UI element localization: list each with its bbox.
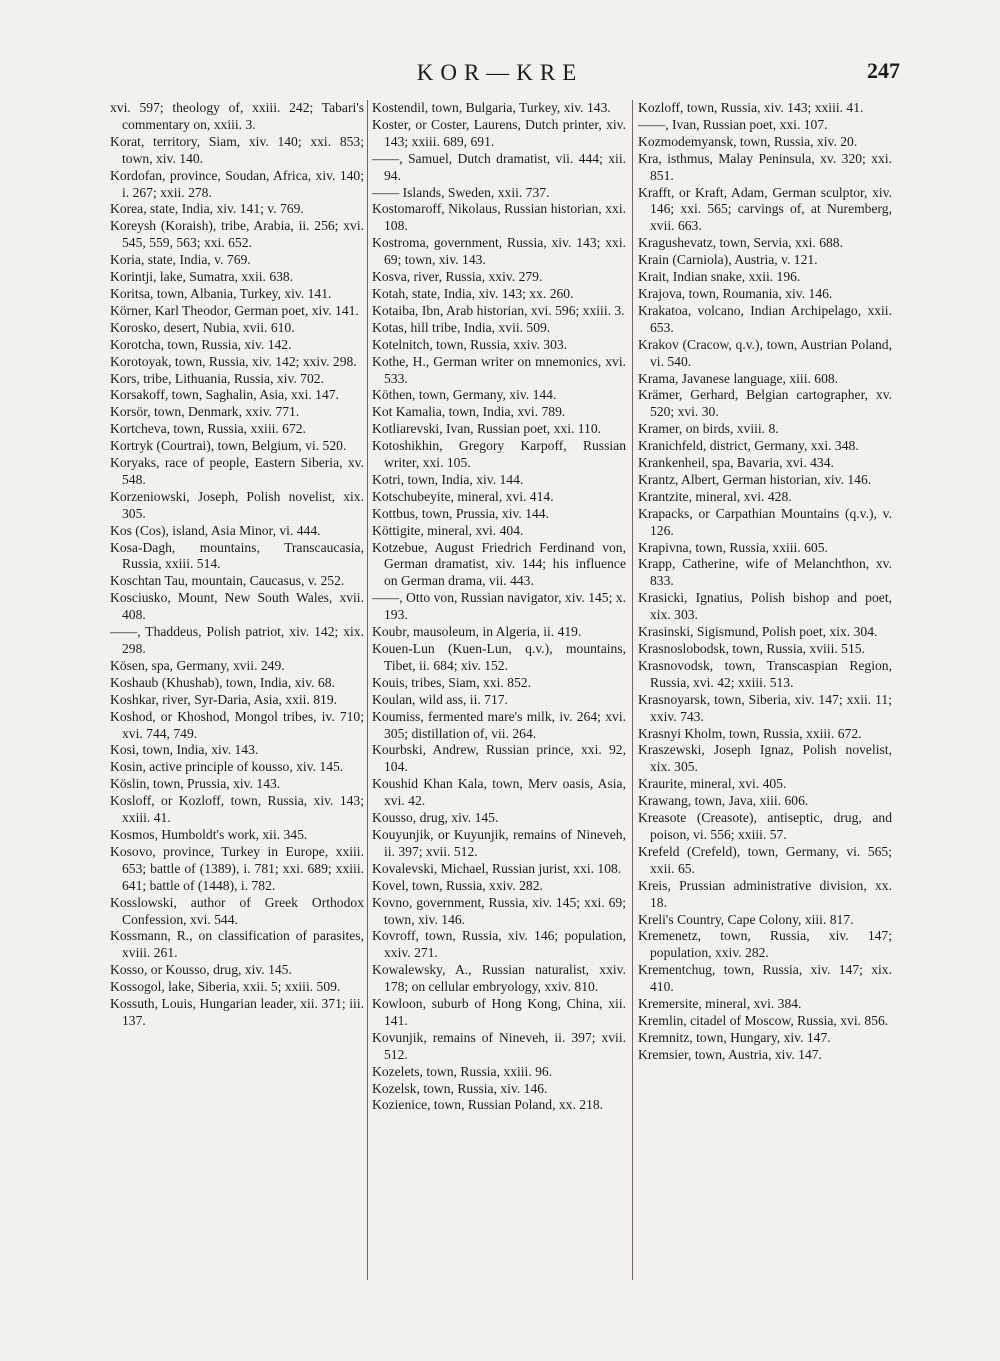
index-entry: Kossogol, lake, Siberia, xxii. 5; xxiii. 509. — [110, 979, 341, 995]
index-entry: Krapp, Catherine, wife of Melanchthon, xv. 833. — [638, 556, 892, 589]
index-entry: Korotoyak, town, Russia, xiv. 142; xxiv. 298. — [110, 353, 357, 369]
index-entry: Kousso, drug, xiv. 145. — [372, 810, 499, 826]
index-entry: Koreysh (Koraish), tribe, Arabia, ii. 256; xvi. 545, 559, 563; xxi. 652. — [110, 218, 364, 251]
index-entry: Kotaiba, Ibn, Arab historian, xvi. 596; xxiii. 3. — [372, 302, 625, 318]
index-entry: Kotzebue, August Friedrich Ferdinand von, German dramatist, xiv. 144; his influence on German drama, vii. 443. — [372, 539, 626, 589]
index-entry: Koshaub (Khushab), town, India, xiv. 68. — [110, 674, 335, 690]
index-entry: Kos (Cos), island, Asia Minor, vi. 444. — [110, 522, 321, 538]
index-entry: Kösen, spa, Germany, xvii. 249. — [110, 657, 285, 673]
index-entry: Korzeniowski, Joseph, Polish novelist, xix. 305. — [110, 488, 364, 521]
index-entry: Kowloon, suburb of Hong Kong, China, xii. 141. — [372, 996, 626, 1028]
index-entry: Kremlin, citadel of Moscow, Russia, xvi. 856. — [638, 1012, 889, 1028]
index-entry: Krasicki, Ignatius, Polish bishop and poet, xix. 303. — [638, 590, 892, 623]
index-entry: Kotelnitch, town, Russia, xxiv. 303. — [372, 336, 568, 352]
index-entry: Köttigite, mineral, xvi. 404. — [372, 522, 524, 538]
index-entry: Koster, or Coster, Laurens, Dutch printer, xiv. 143; xxiii. 689, 691. — [372, 116, 626, 149]
index-entry: Krapivna, town, Russia, xxiii. 605. — [638, 539, 828, 555]
index-column-2 — [372, 100, 626, 1114]
index-entry: Kortcheva, town, Russia, xxiii. 672. — [110, 421, 306, 437]
index-entry: Kosmos, Humboldt's work, xii. 345. — [110, 826, 308, 842]
index-entry: Krasnyi Kholm, town, Russia, xxiii. 672. — [638, 725, 862, 741]
index-entry: Kouen-Lun (Kuen-Lun, q.v.), mountains, Tibet, ii. 684; xiv. 152. — [372, 641, 626, 673]
index-entry: Kovunjik, remains of Nineveh, ii. 397; xvii. 512. — [372, 1029, 626, 1062]
index-entry: Kra, isthmus, Malay Peninsula, xv. 320; xxi. 851. — [638, 150, 892, 183]
index-entry: Kovno, government, Russia, xiv. 145; xxi. 69; town, xiv. 146. — [372, 894, 626, 927]
index-column-1 — [110, 100, 364, 1030]
index-entry: Koshkar, river, Syr-Daria, Asia, xxii. 819. — [110, 691, 338, 707]
index-column-3 — [638, 100, 892, 1064]
index-entry: Kovroff, town, Russia, xiv. 146; population, xxiv. 271. — [372, 928, 626, 961]
index-entry: Kossmann, R., on classification of parasites, xviii. 261. — [110, 928, 364, 961]
index-entry: Koshod, or Khoshod, Mongol tribes, iv. 710; xvi. 744, 749. — [110, 708, 364, 741]
index-entry: Kragushevatz, town, Servia, xxi. 688. — [638, 235, 843, 251]
index-columns — [110, 100, 905, 1300]
index-entry: Kozloff, town, Russia, xiv. 143; xxiii. 41. — [638, 100, 864, 115]
index-entry: Krasinski, Sigismund, Polish poet, xix. 304. — [638, 624, 878, 640]
index-entry: Kremnitz, town, Hungary, xiv. 147. — [638, 1029, 831, 1045]
index-entry: Kozelets, town, Russia, xxiii. 96. — [372, 1063, 553, 1079]
index-entry: Kotas, hill tribe, India, xvii. 509. — [372, 319, 551, 335]
index-entry: Krawang, town, Java, xiii. 606. — [638, 793, 809, 809]
index-entry: Kotschubeyite, mineral, xvi. 414. — [372, 488, 554, 504]
index-entry: Korat, territory, Siam, xiv. 140; xxi. 853; town, xiv. 140. — [110, 133, 364, 166]
header-title: KOR—KRE — [416, 60, 584, 85]
index-entry: Köthen, town, Germany, xiv. 144. — [372, 387, 557, 403]
index-entry: Krasnoslobodsk, town, Russia, xviii. 515. — [638, 641, 865, 656]
index-entry: Kosso, or Kousso, drug, xiv. 145. — [110, 962, 292, 978]
index-entry: Krakatoa, volcano, Indian Archipelago, xxii. 653. — [638, 302, 892, 335]
index-entry: Kothe, H., German writer on mnemonics, xvi. 533. — [372, 353, 626, 386]
index-entry: Körner, Karl Theodor, German poet, xiv. 141. — [110, 302, 359, 318]
index-entry: Kremenetz, town, Russia, xiv. 147; population, xxiv. 282. — [638, 928, 892, 961]
index-entry: Kotliarevski, Ivan, Russian poet, xxi. 110. — [372, 421, 602, 437]
index-entry: Korotcha, town, Russia, xiv. 142. — [110, 336, 292, 352]
index-entry: Kostendil, town, Bulgaria, Turkey, xiv. 143. — [372, 100, 611, 115]
index-entry: ——, Ivan, Russian poet, xxi. 107. — [638, 116, 828, 132]
index-entry: Kreli's Country, Cape Colony, xiii. 817. — [638, 911, 854, 927]
page-number: 247 — [867, 58, 900, 83]
index-entry: Krantz, Albert, German historian, xiv. 146. — [638, 471, 872, 487]
index-entry: —— Islands, Sweden, xxii. 737. — [372, 184, 550, 200]
index-entry: Korsakoff, town, Saghalin, Asia, xxi. 147. — [110, 387, 339, 403]
index-entry: ——, Otto von, Russian navigator, xiv. 145; x. 193. — [372, 590, 626, 623]
index-entry: Kozmodemyansk, town, Russia, xiv. 20. — [638, 133, 858, 149]
column-divider — [632, 100, 633, 1280]
index-entry: Krakov (Cracow, q.v.), town, Austrian Poland, vi. 540. — [638, 336, 892, 369]
index-entry: Krajova, town, Roumania, xiv. 146. — [638, 285, 833, 301]
index-entry: Köslin, town, Prussia, xiv. 143. — [110, 776, 281, 792]
index-entry: Kortryk (Courtrai), town, Belgium, vi. 520. — [110, 438, 347, 454]
index-entry: Krait, Indian snake, xxii. 196. — [638, 269, 801, 285]
index-entry: Koubr, mausoleum, in Algeria, ii. 419. — [372, 624, 582, 640]
index-entry: Koria, state, India, v. 769. — [110, 252, 251, 268]
index-entry: Kozelsk, town, Russia, xiv. 146. — [372, 1080, 548, 1096]
index-entry: Kotri, town, India, xiv. 144. — [372, 471, 524, 487]
running-header — [0, 58, 1000, 94]
index-entry: Koushid Khan Kala, town, Merv oasis, Asia, xvi. 42. — [372, 776, 626, 809]
index-entry: Kouyunjik, or Kuyunjik, remains of Nineveh, ii. 397; xvii. 512. — [372, 826, 626, 859]
index-entry: Krasnovodsk, town, Transcaspian Region, Russia, xvi. 42; xxiii. 513. — [638, 657, 892, 690]
index-entry: Kosva, river, Russia, xxiv. 279. — [372, 269, 543, 285]
index-entry: Kosslowski, author of Greek Orthodox Confession, xvi. 544. — [110, 894, 364, 927]
index-entry: Krasnoyarsk, town, Siberia, xiv. 147; xxii. 11; xxiv. 743. — [638, 691, 892, 724]
index-entry: Krefeld (Crefeld), town, Germany, vi. 565; xxii. 65. — [638, 843, 892, 876]
index-entry: Korosko, desert, Nubia, xvii. 610. — [110, 319, 295, 335]
index-entry: Kraurite, mineral, xvi. 405. — [638, 776, 787, 792]
index-entry: ——, Thaddeus, Polish patriot, xiv. 142; xix. 298. — [110, 624, 364, 656]
index-entry: ——, Samuel, Dutch dramatist, vii. 444; xii. 94. — [372, 150, 626, 183]
index-entry: Koulan, wild ass, ii. 717. — [372, 691, 508, 707]
index-entry: Korsör, town, Denmark, xxiv. 771. — [110, 404, 300, 420]
index-entry: Kors, tribe, Lithuania, Russia, xiv. 702. — [110, 370, 324, 386]
index-entry: Koumiss, fermented mare's milk, iv. 264; xvi. 305; distillation of, vii. 264. — [372, 708, 626, 741]
index-entry: Kosa-Dagh, mountains, Transcaucasia, Russia, xxiii. 514. — [110, 539, 364, 572]
index-entry: Kreasote (Creasote), antiseptic, drug, and poison, vi. 556; xxiii. 57. — [638, 810, 892, 842]
index-entry: Korintji, lake, Sumatra, xxii. 638. — [110, 269, 294, 285]
index-entry: Koschtan Tau, mountain, Caucasus, v. 252. — [110, 573, 345, 589]
index-entry: Krain (Carniola), Austria, v. 121. — [638, 252, 818, 268]
index-entry: Kosovo, province, Turkey in Europe, xxiii. 653; battle of (1389), i. 781; xxi. 689; xxiii. 641; battle of (1448), i. 782. — [110, 843, 364, 893]
index-entry: Krantzite, mineral, xvi. 428. — [638, 488, 792, 504]
index-entry: Kosi, town, India, xiv. 143. — [110, 742, 259, 758]
index-entry: Kotoshikhin, Gregory Karpoff, Russian writer, xxi. 105. — [372, 438, 626, 471]
index-entry: Kouis, tribes, Siam, xxi. 852. — [372, 674, 531, 690]
index-entry: Krama, Javanese language, xiii. 608. — [638, 370, 839, 386]
index-entry: Kremsier, town, Austria, xiv. 147. — [638, 1046, 822, 1062]
index-entry: Kosciusko, Mount, New South Wales, xvii. 408. — [110, 590, 364, 623]
index-entry: xvi. 597; theology of, xxiii. 242; Tabari's commentary on, xxiii. 3. — [110, 100, 364, 132]
index-entry: Koritsa, town, Albania, Turkey, xiv. 141. — [110, 285, 332, 301]
index-entry: Kovel, town, Russia, xxiv. 282. — [372, 877, 543, 893]
index-entry: Kordofan, province, Soudan, Africa, xiv. 140; i. 267; xxii. 278. — [110, 167, 364, 200]
index-entry: Kranichfeld, district, Germany, xxi. 348. — [638, 438, 859, 454]
index-entry: Kosloff, or Kozloff, town, Russia, xiv. 143; xxiii. 41. — [110, 793, 364, 826]
index-entry: Krementchug, town, Russia, xiv. 147; xix. 410. — [638, 962, 892, 995]
index-entry: Koryaks, race of people, Eastern Siberia, xv. 548. — [110, 455, 364, 487]
index-entry: Kotah, state, India, xiv. 143; xx. 260. — [372, 285, 574, 301]
index-entry: Kostroma, government, Russia, xiv. 143; xxi. 69; town, xiv. 143. — [372, 235, 626, 268]
index-entry: Kowalewsky, A., Russian naturalist, xxiv. 178; on cellular embryology, xxiv. 810. — [372, 962, 626, 995]
index-entry: Kraszewski, Joseph Ignaz, Polish novelist, xix. 305. — [638, 742, 892, 775]
index-entry: Kremersite, mineral, xvi. 384. — [638, 996, 802, 1012]
index-entry: Korea, state, India, xiv. 141; v. 769. — [110, 201, 304, 217]
index-entry: Kosin, active principle of kousso, xiv. 145. — [110, 759, 344, 775]
index-entry: Kossuth, Louis, Hungarian leader, xii. 371; iii. 137. — [110, 996, 364, 1028]
index-entry: Krankenheil, spa, Bavaria, xvi. 434. — [638, 455, 834, 471]
index-entry: Kramer, on birds, xviii. 8. — [638, 421, 779, 437]
column-divider — [367, 100, 368, 1280]
index-entry: Kottbus, town, Prussia, xiv. 144. — [372, 505, 549, 521]
index-entry: Krafft, or Kraft, Adam, German sculptor, xiv. 146; xxi. 565; carvings of, at Nuremberg, xvii. 663. — [638, 184, 892, 234]
index-entry: Kostomaroff, Nikolaus, Russian historian, xxi. 108. — [372, 201, 626, 234]
index-entry: Kot Kamalia, town, India, xvi. 789. — [372, 404, 566, 420]
index-entry: Kreis, Prussian administrative division, xx. 18. — [638, 877, 892, 910]
index-entry: Krämer, Gerhard, Belgian cartographer, xv. 520; xvi. 30. — [638, 387, 892, 420]
index-entry: Kozienice, town, Russian Poland, xx. 218. — [372, 1097, 604, 1113]
index-entry: Krapacks, or Carpathian Mountains (q.v.), v. 126. — [638, 505, 892, 538]
index-entry: Kovalevski, Michael, Russian jurist, xxi. 108. — [372, 860, 622, 876]
index-entry: Kourbski, Andrew, Russian prince, xxi. 92, 104. — [372, 742, 626, 775]
